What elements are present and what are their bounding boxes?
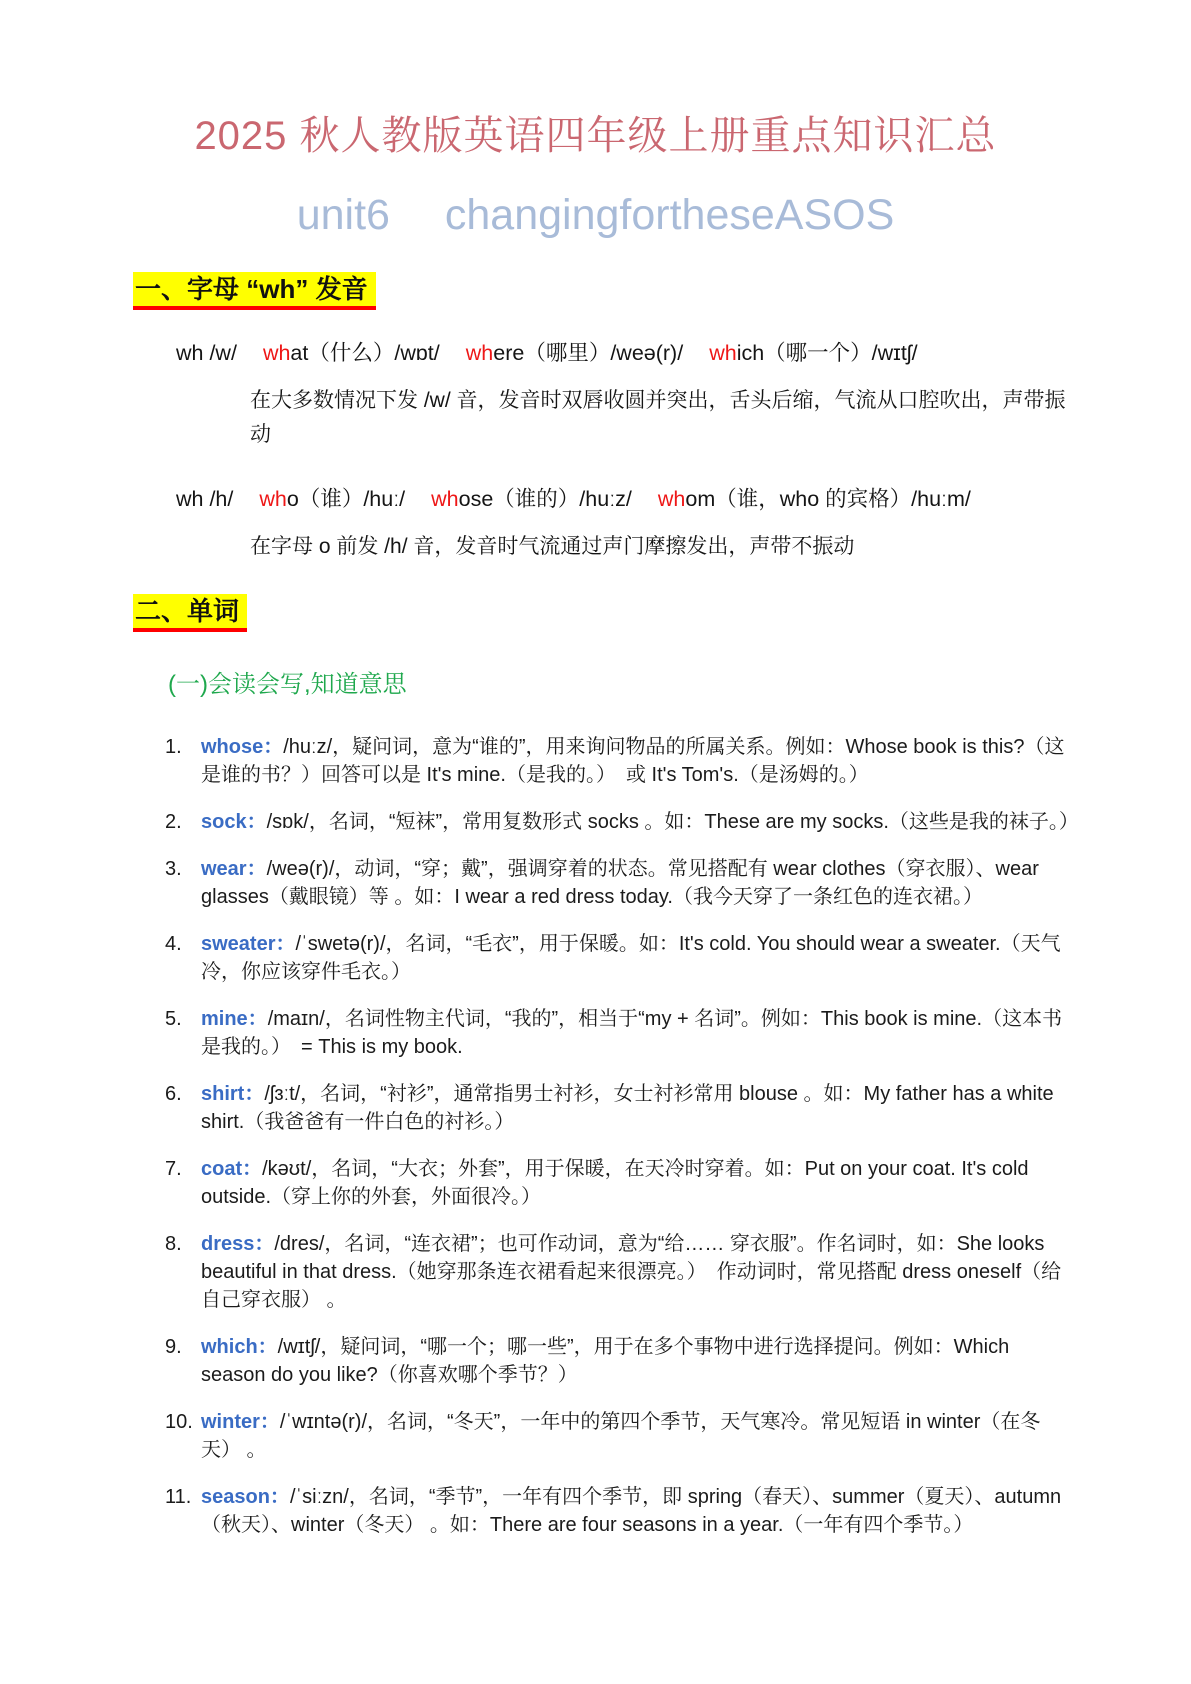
vocab-body: /maɪn/，名词性物主代词，“我的”，相当于“my + 名词”。例如：This book is mine.（这本书是我的。） = This is my book. <box>201 1007 1063 1058</box>
vocab-item <box>165 808 1079 836</box>
phonics-line-h <box>176 482 1191 513</box>
phonics-rest: ose（谁的）/huːz/ <box>458 486 632 511</box>
phonics-rest: ich（哪一个）/wɪtʃ/ <box>736 340 918 365</box>
vocab-word: which： <box>201 1335 278 1358</box>
vocab-word: mine： <box>201 1007 268 1030</box>
phonics-rest: ere（哪里）/weə(r)/ <box>493 340 684 365</box>
vocab-word: sweater： <box>201 932 296 955</box>
phonics-word <box>466 341 683 365</box>
vocab-body: /dres/，名词，“连衣裙”；也可作动词，意为“给…… 穿衣服”。作名词时，如：She looks beautiful in that dress.（她穿那条连衣裙看起来很漂亮。） 作动词时，常见搭配 dress oneself（给自己穿衣服） 。 <box>201 1232 1062 1311</box>
vocab-body: /ˈswetə(r)/，名词，“毛衣”，用于保暖。如：It's cold. You should wear a sweater.（天气冷，你应该穿件毛衣。） <box>201 932 1061 983</box>
vocab-number: 7. <box>165 1157 182 1180</box>
phonics-lead: wh /h/ <box>176 486 234 511</box>
vocab-body: /ˈwɪntə(r)/，名词，“冬天”，一年中的第四个季节，天气寒冷。常见短语 in winter（在冬天） 。 <box>201 1410 1041 1461</box>
phonics-prefix: wh <box>262 340 291 365</box>
phonics-word <box>431 487 632 511</box>
vocab-item <box>165 1155 1076 1211</box>
vocab-body: /ˈsiːzn/，名词，“季节”，一年有四个季节，即 spring（春天）、summer（夏天）、autumn（秋天）、winter（冬天） 。如：There are four seasons in a year.（一年有四个季节。） <box>201 1485 1062 1536</box>
phonics-prefix: wh <box>259 486 287 511</box>
vocab-word: whose： <box>201 735 284 758</box>
vocab-number: 10. <box>165 1410 193 1433</box>
phonics-prefix: wh <box>657 486 686 511</box>
vocab-item <box>165 1080 1076 1136</box>
vocab-number: 1. <box>165 735 182 758</box>
vocab-item <box>165 733 1076 789</box>
vocab-item <box>165 930 1076 986</box>
vocab-item <box>165 855 1076 911</box>
vocab-item <box>165 1005 1076 1061</box>
phonics-rest: o（谁）/huː/ <box>286 486 406 511</box>
vocab-body: /sɒk/，名词，“短袜”，常用复数形式 socks 。如：These are my socks.（这些是我的袜子。） <box>266 810 1079 833</box>
vocab-word: sock： <box>201 810 267 833</box>
page-title: 2025 秋人教版英语四年级上册重点知识汇总 <box>194 114 997 158</box>
vocab-item <box>165 1230 1076 1314</box>
phonics-rest: om（谁，who 的宾格）/huːm/ <box>685 486 971 511</box>
phonics-prefix: wh <box>465 340 494 365</box>
vocab-number: 9. <box>165 1335 182 1358</box>
heading-wh: wh <box>259 274 296 304</box>
phonics-note-w: 在大多数情况下发 /w/ 音，发音时双唇收圆并突出，舌头后缩，气流从口腔吹出，声带振动 <box>250 388 1066 446</box>
subsection-heading: (一)会读会写,知道意思 <box>168 670 407 698</box>
vocab-number: 5. <box>165 1007 182 1030</box>
vocab-number: 6. <box>165 1082 182 1105</box>
vocab-body: /kəʊt/，名词，“大衣；外套”，用于保暖，在天冷时穿着。如：Put on your coat. It's cold outside.（穿上你的外套，外面很冷。） <box>201 1157 1029 1208</box>
vocab-body: /wɪtʃ/，疑问词，“哪一个；哪一些”，用于在多个事物中进行选择提问。例如：Which season do you like?（你喜欢哪个季节？） <box>201 1335 1010 1386</box>
vocab-word: dress： <box>201 1232 275 1255</box>
phonics-line-w <box>176 336 1191 367</box>
yellow-highlight <box>133 272 376 310</box>
phonics-word <box>709 341 917 365</box>
phonics-word <box>259 487 405 511</box>
vocab-number: 8. <box>165 1232 182 1255</box>
phonics-note-h: 在字母 o 前发 /h/ 音，发音时气流通过声门摩擦发出，声带不振动 <box>250 534 855 558</box>
vocab-body: /ʃɜːt/，名词，“衬衫”，通常指男士衬衫，女士衬衫常用 blouse 。如：My father has a white shirt.（我爸爸有一件白色的衬衫。） <box>201 1082 1054 1133</box>
phonics-lead: wh /w/ <box>176 340 237 365</box>
vocab-number: 4. <box>165 932 182 955</box>
phonics-prefix: wh <box>431 486 459 511</box>
vocab-word: season： <box>201 1485 290 1508</box>
vocab-number: 2. <box>165 810 182 833</box>
vocab-item <box>165 1408 1076 1464</box>
vocab-word: coat： <box>201 1157 263 1180</box>
vocab-word: wear： <box>201 857 267 880</box>
phonics-word <box>263 341 440 365</box>
section-heading-phonics <box>133 272 1191 310</box>
vocab-word: winter： <box>201 1410 280 1433</box>
yellow-highlight <box>133 594 247 632</box>
phonics-prefix: wh <box>709 340 737 365</box>
phonics-rest: at（什么）/wɒt/ <box>290 340 440 365</box>
vocab-word: shirt： <box>201 1082 265 1105</box>
vocab-number: 11. <box>165 1485 192 1508</box>
vocab-list <box>165 733 1079 1539</box>
section-heading-words <box>133 594 1191 632</box>
heading-text: 二、单词 <box>135 595 240 626</box>
heading-text-post: ” 发音 <box>295 274 368 304</box>
vocab-number: 3. <box>165 857 182 880</box>
vocab-body: /weə(r)/，动词，“穿；戴”，强调穿着的状态。常见搭配有 wear clothes（穿衣服）、wear glasses（戴眼镜）等 。如：I wear a red dress today.（我今天穿了一条红色的连衣裙。） <box>201 857 1039 908</box>
phonics-word <box>658 487 971 511</box>
page-subtitle: unit6 changingfortheseASOS <box>296 191 895 239</box>
heading-text-pre: 一、字母 “ <box>135 274 260 304</box>
vocab-body: /huːz/，疑问词，意为“谁的”，用来询问物品的所属关系。例如：Whose book is this?（这是谁的书？）回答可以是 It's mine.（是我的。） 或 It's Tom's.（是汤姆的。） <box>201 735 1065 786</box>
vocab-item <box>165 1333 1076 1389</box>
vocab-item <box>165 1483 1076 1539</box>
